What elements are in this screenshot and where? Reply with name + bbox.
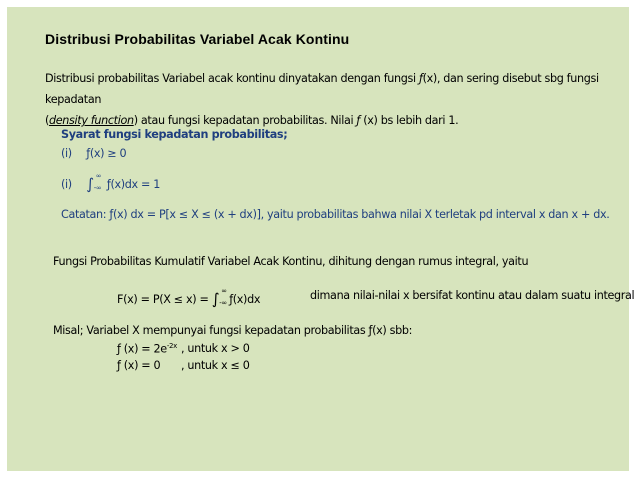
kumulatif-formula	[117, 289, 260, 307]
intro-paren: (	[45, 114, 50, 127]
intro-part1: Distribusi probabilitas Variabel acak kontinu dinyatakan dengan fungsi	[45, 72, 419, 85]
formula-note: dimana nilai-nilai x bersifat kontinu atau dalam suatu integral	[310, 289, 635, 302]
misal-intro: Misal; Variabel X mempunyai fungsi kepadatan probabilitas ƒ(x) sbb:	[53, 324, 413, 337]
intro-part3: ) atau fungsi kepadatan probabilitas. Nilai	[133, 114, 357, 127]
intro-paragraph	[45, 68, 605, 131]
lower-limit: -∞	[93, 184, 102, 192]
line1-condition: , untuk x > 0	[181, 342, 250, 355]
item2-number: (i)	[61, 178, 72, 191]
misal-line-2: ƒ (x) = 0	[117, 359, 161, 372]
integral-limits	[93, 172, 104, 192]
catatan-note: Catatan: ƒ(x) dx = P[x ≤ X ≤ (x + dx)], yaitu probabilitas bahwa nilai X terletak pd interval x dan x + dx.	[61, 208, 610, 221]
item1-text: ƒ(x) ≥ 0	[86, 147, 127, 160]
intro-f: ƒ	[418, 72, 423, 85]
integral-limits	[219, 287, 229, 307]
density-term: density function	[49, 114, 134, 127]
upper-limit: ∞	[221, 287, 227, 295]
lower-limit: -∞	[219, 299, 227, 307]
line1-exponent: -2x	[166, 342, 177, 350]
integral-sign: ∫	[211, 290, 220, 308]
item2-text: ƒ(x)dx = 1	[106, 178, 161, 191]
formula-left: F(x) = P(X ≤ x) =	[117, 293, 212, 306]
upper-limit: ∞	[95, 172, 102, 180]
formula-right: ƒ(x)dx	[229, 293, 261, 306]
page-title: Distribusi Probabilitas Variabel Acak Kontinu	[45, 31, 350, 47]
kumulatif-intro: Fungsi Probabilitas Kumulatif Variabel Acak Kontinu, dihitung dengan rumus integral, yaitu	[53, 255, 529, 268]
intro-part2: (x), dan sering disebut sbg fungsi kepadatan	[45, 72, 599, 106]
item1-number: (i)	[61, 147, 72, 160]
syarat-title: Syarat fungsi kepadatan probabilitas;	[61, 128, 288, 141]
intro-part4: (x) bs lebih dari 1.	[360, 114, 459, 127]
syarat-item-1	[61, 147, 126, 160]
syarat-item-2	[61, 174, 160, 192]
intro-f2: ƒ	[356, 114, 361, 127]
integral-sign: ∫	[86, 175, 94, 193]
misal-line-1	[117, 342, 177, 356]
line1-lhs: ƒ (x) = 2e	[117, 342, 167, 356]
line2-condition: , untuk x ≤ 0	[181, 359, 250, 372]
